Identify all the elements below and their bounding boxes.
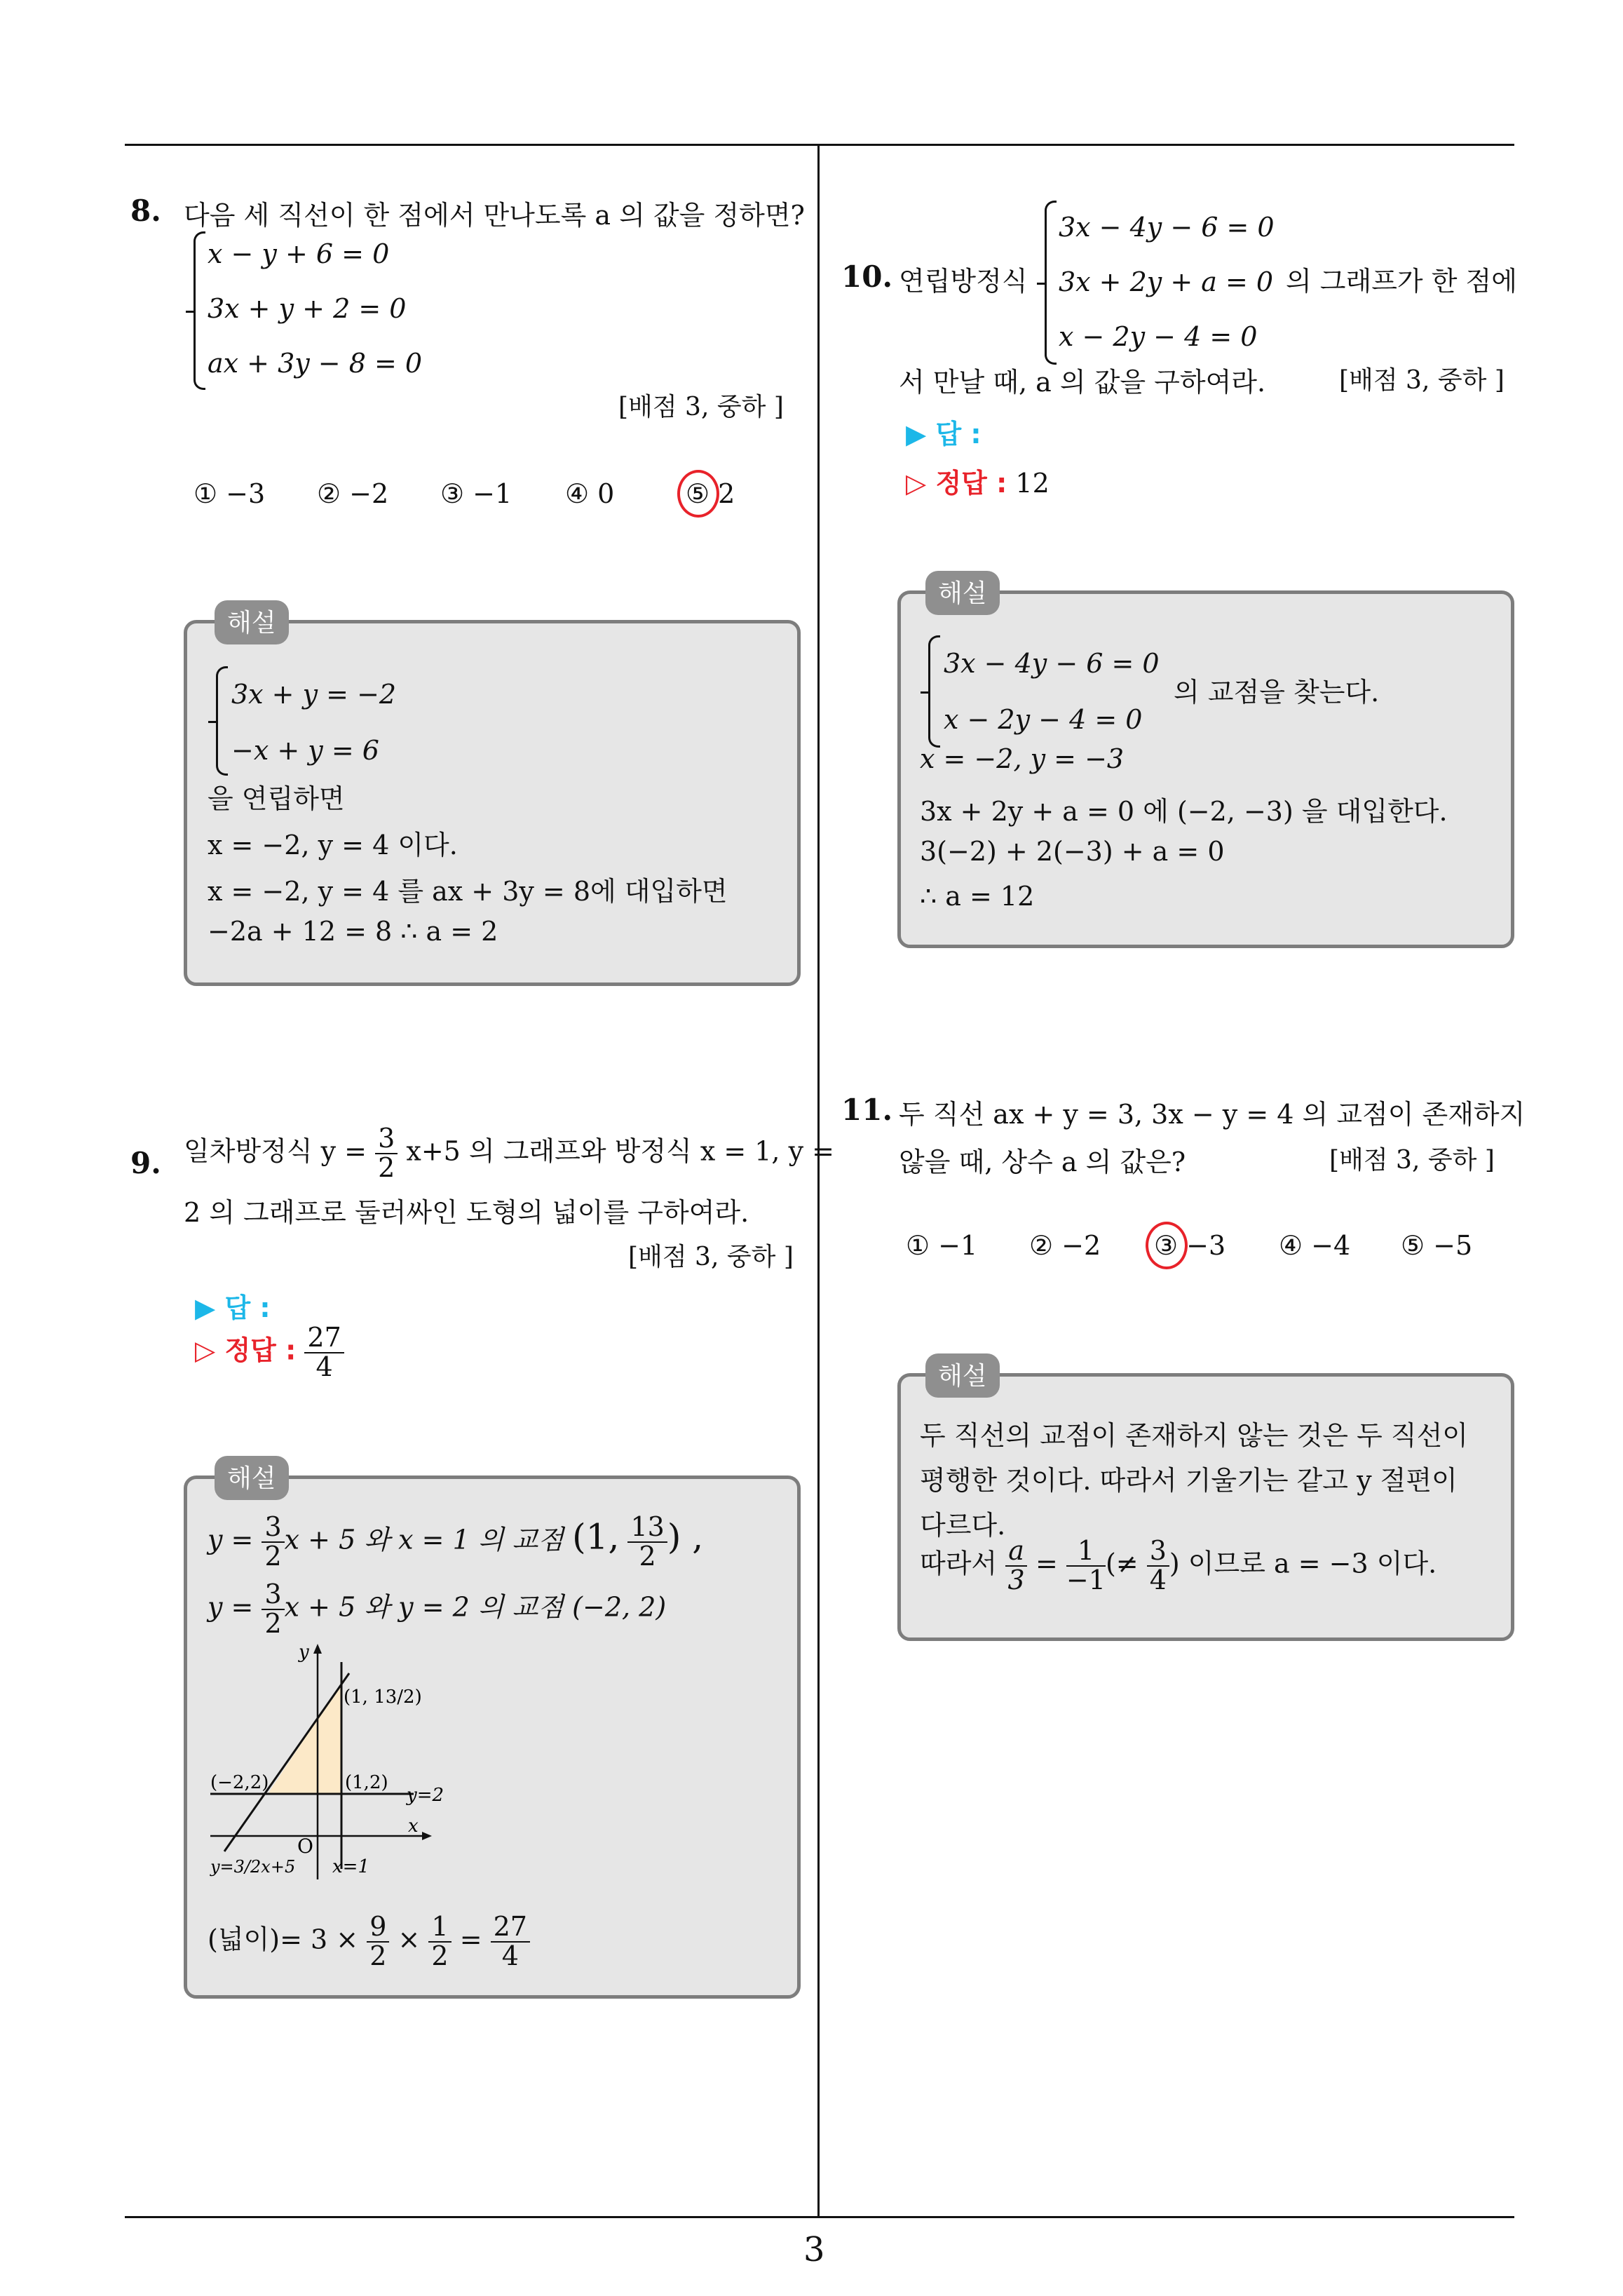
q8-choice-3[interactable]: ③ −1 bbox=[440, 478, 512, 509]
q10-brace bbox=[1045, 201, 1057, 365]
q10-ex-line-1: x = −2, y = −3 bbox=[920, 743, 1125, 774]
q9-point-2-label: (−2,2) bbox=[210, 1772, 269, 1793]
q8-ex-eq-2: −x + y = 6 bbox=[231, 735, 379, 766]
q8-ex-line-2: x = −2, y = 4 이다. bbox=[208, 830, 458, 860]
q10-question-line-2: 서 만날 때, a 의 값을 구하여라. bbox=[899, 367, 1266, 398]
q11-ex-line-4: 따라서 $\frac{a}{3}$ = $\frac{1}{-1}$ (≠ $\frac{3}{4}$ ) 이므로 a = −3 이다. bbox=[920, 1535, 1437, 1595]
q11-choice-5[interactable]: ⑤ −5 bbox=[1401, 1230, 1473, 1261]
q11-number: 11. bbox=[841, 1093, 893, 1127]
q9-line-x1-label: x=1 bbox=[332, 1856, 369, 1877]
bottom-rule bbox=[125, 2216, 1514, 2218]
q9-meta: [배점 3, 중하 ] bbox=[628, 1243, 794, 1271]
q10-explanation-tag: 해설 bbox=[925, 571, 1000, 615]
q10-answer-label: ▶ 답 : bbox=[906, 419, 982, 450]
q11-question-text: 두 직선 ax + y = 3, 3x − y = 4 의 교점이 존재하지 bbox=[899, 1099, 1526, 1130]
q9-ex-line-1: y = $\frac{3}{2}$ x + 5 와 x = 1 의 교점 (1, $\frac{13}{2}$ ) , bbox=[208, 1511, 704, 1572]
q8-choice-2[interactable]: ② −2 bbox=[317, 478, 389, 509]
q9-area-line: (넓이)= 3 × $\frac{9}{2}$ × $\frac{1}{2}$ = $\frac{27}{4}$ bbox=[208, 1913, 530, 1971]
q8-ex-line-4: −2a + 12 = 8 ∴ a = 2 bbox=[208, 916, 498, 947]
q9-question-line-1 bbox=[184, 1125, 834, 1182]
q8-answer-mark bbox=[677, 470, 719, 518]
page-number: 3 bbox=[803, 2230, 825, 2269]
q9-line-main-label: y=3/2x+5 bbox=[210, 1857, 296, 1877]
q10-ex-line-3: 3(−2) + 2(−3) + a = 0 bbox=[920, 836, 1225, 867]
q9-x-arrow bbox=[422, 1832, 432, 1840]
q8-explanation-tag: 해설 bbox=[215, 600, 289, 644]
q11-question-line-2: 않을 때, 상수 a 의 값은? bbox=[899, 1147, 1186, 1177]
q8-choice-5[interactable]: ⑤ 2 bbox=[686, 478, 735, 509]
q9-ex-line-2: y = $\frac{3}{2}$ x + 5 와 y = 2 의 교점 (−2, 2) bbox=[208, 1579, 667, 1639]
q8-eq-3: ax + 3y − 8 = 0 bbox=[208, 348, 423, 379]
q10-eq-1: 3x − 4y − 6 = 0 bbox=[1059, 212, 1275, 243]
q8-ex-line-3: x = −2, y = 4 를 ax + 3y = 8에 대입하면 bbox=[208, 876, 728, 907]
q9-x-axis-label: x bbox=[408, 1816, 419, 1837]
q8-brace bbox=[193, 231, 205, 390]
q11-choice-1[interactable]: ① −1 bbox=[906, 1230, 978, 1261]
q9-text-b: x+5 의 그래프와 방정식 x = 1, y = bbox=[406, 1135, 834, 1167]
q8-ex-line-1: 을 연립하면 bbox=[208, 783, 345, 814]
q9-correct-answer bbox=[195, 1324, 344, 1382]
q9-text-a: 일차방정식 y = bbox=[184, 1135, 367, 1167]
q8-question-text: 다음 세 직선이 한 점에서 만나도록 a 의 값을 정하면? bbox=[184, 200, 805, 231]
q8-ex-eq-1: 3x + y = −2 bbox=[231, 679, 397, 710]
q11-meta: [배점 3, 중하 ] bbox=[1329, 1146, 1495, 1175]
q11-choice-4[interactable]: ④ −4 bbox=[1279, 1230, 1351, 1261]
q9-y-arrow bbox=[313, 1644, 322, 1654]
q10-text-b: 의 그래프가 한 점에 bbox=[1286, 266, 1517, 297]
q10-ex-line-2: 3x + 2y + a = 0 에 (−2, −3) 을 대입한다. bbox=[920, 796, 1448, 827]
q8-meta: [배점 3, 중하 ] bbox=[618, 393, 784, 421]
q8-choice-1[interactable]: ① −3 bbox=[193, 478, 266, 509]
q9-line-y2-label: y=2 bbox=[407, 1785, 444, 1806]
q9-point-1-label: (1, 13/2) bbox=[344, 1687, 422, 1708]
q8-number: 8. bbox=[130, 194, 161, 228]
q9-point-3-label: (1,2) bbox=[345, 1772, 388, 1793]
q11-ex-line-1: 두 직선의 교점이 존재하지 않는 것은 두 직선이 bbox=[920, 1420, 1469, 1451]
q10-ex-eq-1: 3x − 4y − 6 = 0 bbox=[944, 648, 1160, 679]
q10-eq-2: 3x + 2y + a = 0 bbox=[1059, 266, 1274, 297]
q10-correct-label: ▷ 정답 : bbox=[906, 468, 1007, 499]
q10-correct-value: 12 bbox=[1015, 468, 1050, 499]
q10-number: 10. bbox=[841, 259, 893, 294]
q10-ex-eq-2: x − 2y − 4 = 0 bbox=[944, 704, 1143, 735]
q11-ex-line-2: 평행한 것이다. 따라서 기울기는 같고 y 절편이 bbox=[920, 1465, 1458, 1496]
q10-ex-line-4: ∴ a = 12 bbox=[920, 881, 1035, 912]
q10-eq-3: x − 2y − 4 = 0 bbox=[1059, 321, 1258, 352]
q10-text-a: 연립방정식 bbox=[899, 266, 1028, 297]
q10-ex-brace bbox=[928, 635, 940, 748]
q10-meta: [배점 3, 중하 ] bbox=[1339, 366, 1505, 395]
q9-explanation-tag: 해설 bbox=[215, 1456, 289, 1500]
q9-frac: $\frac{3}{2}$ bbox=[375, 1125, 398, 1182]
q10-correct-answer bbox=[906, 461, 1050, 500]
q9-origin-label: O bbox=[297, 1835, 313, 1858]
q11-ex-line-3: 다르다. bbox=[920, 1510, 1006, 1541]
q8-choice-4[interactable]: ④ 0 bbox=[565, 478, 615, 509]
q11-choice-3[interactable]: ③ −3 bbox=[1154, 1230, 1226, 1261]
q11-answer-mark bbox=[1146, 1222, 1188, 1269]
q11-explanation-tag: 해설 bbox=[925, 1353, 1000, 1398]
q8-ex-brace bbox=[216, 666, 228, 776]
q9-graph bbox=[203, 1641, 470, 1879]
q11-choice-2[interactable]: ② −2 bbox=[1029, 1230, 1101, 1261]
q9-correct-frac: $\frac{27}{4}$ bbox=[304, 1324, 344, 1382]
q9-number: 9. bbox=[130, 1146, 161, 1180]
q9-answer-label: ▶ 답 : bbox=[195, 1292, 271, 1323]
q9-question-line-2: 2 의 그래프로 둘러싸인 도형의 넓이를 구하여라. bbox=[184, 1197, 749, 1228]
q9-correct-label: ▷ 정답 : bbox=[195, 1335, 297, 1366]
q10-ex-side: 의 교점을 찾는다. bbox=[1174, 677, 1380, 708]
q9-y-axis-label: y bbox=[299, 1642, 309, 1663]
q8-eq-1: x − y + 6 = 0 bbox=[208, 238, 390, 269]
q8-eq-2: 3x + y + 2 = 0 bbox=[208, 293, 407, 324]
top-rule bbox=[125, 144, 1514, 146]
